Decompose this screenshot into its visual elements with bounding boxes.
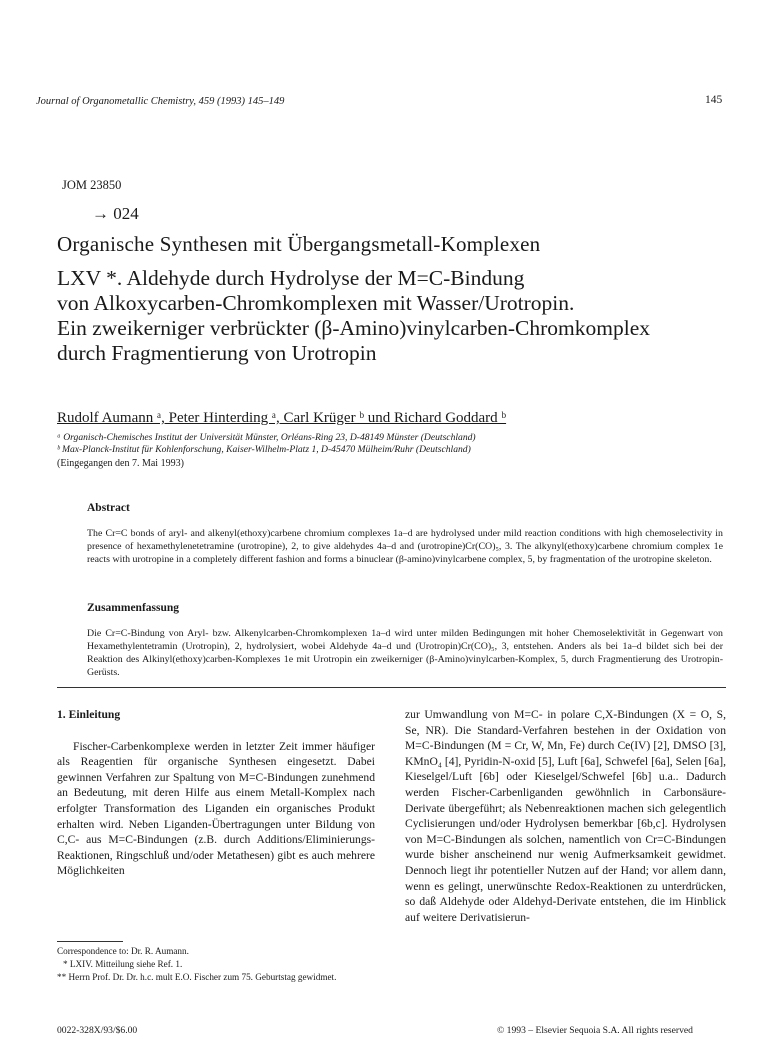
author-list: Rudolf Aumann ᵃ, Peter Hinterding ᵃ, Carl Krüger ᵇ und Richard Goddard ᵇ <box>57 410 507 426</box>
affiliation-b: ᵇ Max-Planck-Institut für Kohlenforschung, Kaiser-Wilhelm-Platz 1, D-45470 Mülheim/Ruhr (Deutschland) <box>57 444 471 455</box>
section-divider <box>57 687 726 688</box>
footnote-double-star: ** Herrn Prof. Dr. Dr. h.c. mult E.O. Fischer zum 75. Geburtstag gewidmet. <box>57 972 337 982</box>
zusammenfassung-heading: Zusammenfassung <box>87 602 180 614</box>
page-number: 145 <box>705 94 723 106</box>
title-line: LXV *. Aldehyde durch Hydrolyse der M=C-Bindung <box>57 266 525 290</box>
abstract-text: The Cr=C bonds of aryl- and alkenyl(ethoxy)carbene chromium complexes 1a–d are hydrolysed under mild reaction conditions with high chemoselectivity in presence of hexamethylenetetramine (urotropine), 2, to give aldehydes 4a–d and (urotropine)Cr(CO)₅, 3. The alkynyl(ethoxy)carbene chromium complex 1e reacts with urotropine in a completely different fashion and forms a binuclear (β-amino)vinylcarbene complex, 5, by fragmentation of the urotropine skeleton. <box>87 528 723 565</box>
article-id: JOM 23850 <box>62 178 122 192</box>
left-column <box>57 707 375 879</box>
zusammenfassung-text: Die Cr=C-Bindung von Aryl- bzw. Alkenylcarben-Chromkomplexen 1a–d wird unter milden Bedingungen mit hoher Chemoselektivität in Gegenwart von Hexamethylentetramin (Urotropin), 2, hydrolysiert, wobei Aldehyde 4a–d und (Urotropin)Cr(CO)₅, 3, entstehen. Anders als bei 1a–d bildet sich bei der Reaktion des Alkinyl(ethoxy)carben-Komplexes 1e mit Urotropin ein zweikerniger (β-Amino)vinylcarben-Komplex, 5, durch Fragmentierung des Urotropin-Gerüsts. <box>87 628 723 678</box>
price-code: 0022-328X/93/$6.00 <box>57 1025 138 1036</box>
body-paragraph: zur Umwandlung von M=C- in polare C,X-Bindungen (X = O, S, Se, NR). Die Standard-Verfahren bestehen in der Oxidation von M=C-Bindungen (M = Cr, W, Mn, Fe) durch Ce(IV) [2], DMSO [3], KMnO₄ [4], Pyridin-N-oxid [5], Luft [6a], Schwefel [6a], Selen [6a], Kieselgel/Luft [6b] oder Kieselgel/Schwefel [6b] u.a.. Dadurch werden Fischer-Carbenliganden gewöhnlich in Carbonsäure-Derivate übergeführt; als Nebenreaktionen machen sich gelegentlich Cyclisierungen und/oder Hydrolysen bemerkbar [6b,c]. Hydrolysen von M=C-Bindungen als solchen, namentlich von Cr=C-Bindungen wurde bisher anscheinend nur wenig Aufmerksamkeit gewidmet. Dennoch liegt ihr potentieller Nutzen auf der Hand; vor allem dann, wenn es gelingt, unerwünschte Redox-Reaktionen zu unterdrücken, so daß Aldehyde oder Aldehyd-Derivate entstehen, die im Hinblick auf weitere Derivatisierun- <box>405 708 726 924</box>
affiliation-a: ᵃ Organisch-Chemisches Institut der Universität Münster, Orléans-Ring 23, D-48149 Münster (Deutschland) <box>57 432 476 443</box>
title-line: durch Fragmentierung von Urotropin <box>57 341 377 365</box>
footnote-star: * LXIV. Mitteilung siehe Ref. 1. <box>63 959 183 969</box>
series-title: Organische Synthesen mit Übergangsmetall-Komplexen <box>57 232 541 256</box>
footnote-correspondence: Correspondence to: Dr. R. Aumann. <box>57 946 189 956</box>
right-column <box>405 707 726 925</box>
footnote-divider <box>57 941 123 942</box>
reference-mark: → 024 <box>92 204 139 223</box>
copyright-notice: © 1993 – Elsevier Sequoia S.A. All rights reserved <box>497 1025 693 1036</box>
journal-reference: Journal of Organometallic Chemistry, 459 (1993) 145–149 <box>36 96 285 107</box>
title-line: Ein zweikerniger verbrückter (β-Amino)vinylcarben-Chromkomplex <box>57 316 651 340</box>
body-paragraph: Fischer-Carbenkomplexe werden in letzter Zeit immer häufiger als Reagentien für organische Synthesen eingesetzt. Dabei gewinnen Verfahren zur Spaltung von M=C-Bindungen zunehmend an Bedeutung, mit deren Hilfe aus einem Metall-Komplex nach erfolgter Transformation des Liganden ein organisches Produkt erhalten wird. Neben Liganden-Übertragungen unter Bildung von C,C- aus M=C-Bindungen (z.B. durch Additions/Eliminierungs-Reaktionen, Ringschluß und/oder Metathesen) gibt es auch mehrere Möglichkeiten <box>57 739 375 878</box>
abstract-heading: Abstract <box>87 502 130 514</box>
received-date: (Eingegangen den 7. Mai 1993) <box>57 458 184 469</box>
article-title <box>57 266 757 366</box>
title-line: von Alkoxycarben-Chromkomplexen mit Wasser/Urotropin. <box>57 291 575 315</box>
section-heading: 1. Einleitung <box>57 708 121 721</box>
